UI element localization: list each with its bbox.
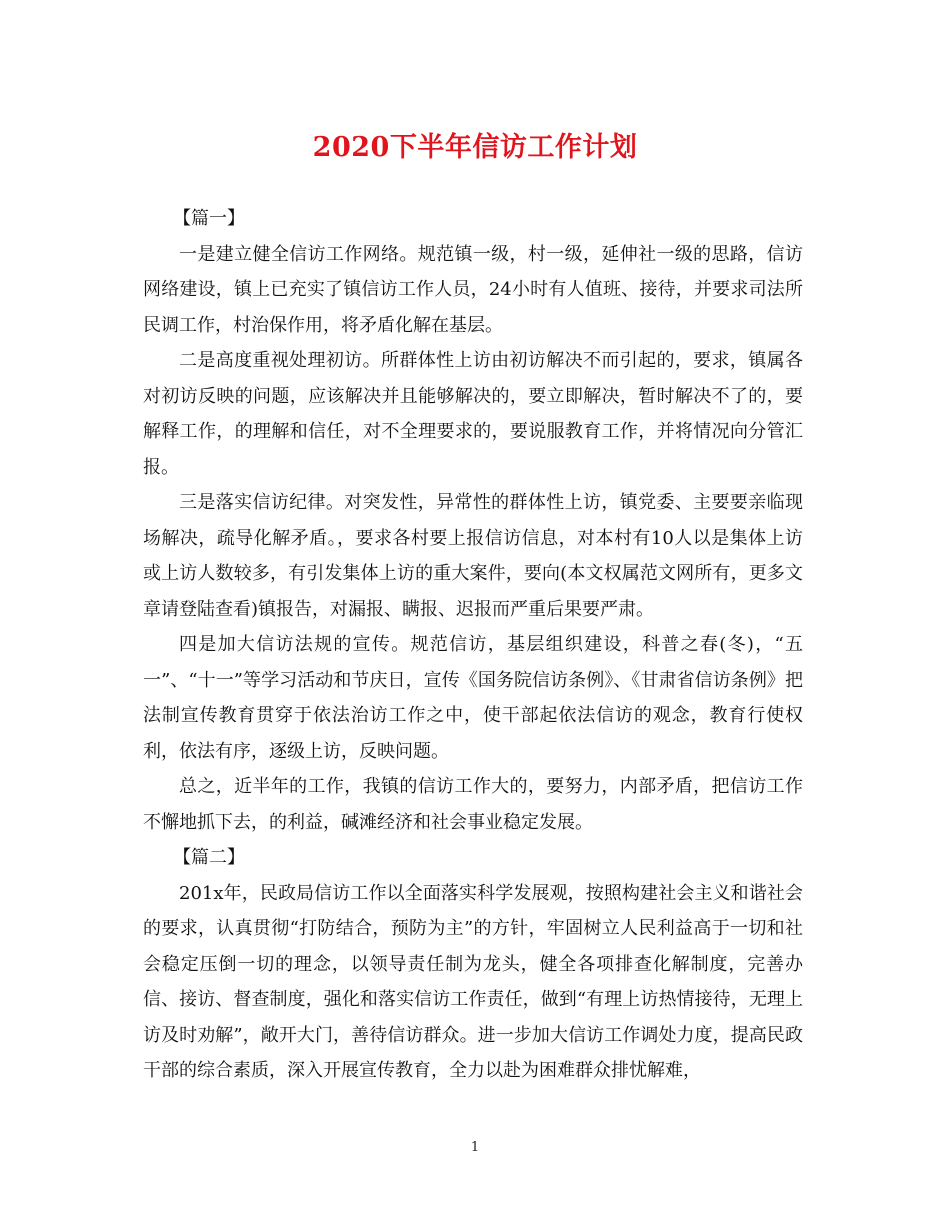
paragraph: 二是高度重视处理初访。所群体性上访由初访解决不而引起的，要求，镇属各对初访反映的问题，应该解决并且能够解决的，要立即解决，暂时解决不了的，要解释工作，的理解和信任，对不全理要求的，要说服教育工作，并将情况向分管汇报。 [143,350,803,478]
document-title: 2020下半年信访工作计划 [312,132,638,163]
document-body [143,201,803,1089]
paragraph: 四是加大信访法规的宣传。规范信访，基层组织建设，科普之春(冬)，“五一”、“十一”等学习活动和节庆日，宣传《国务院信访条例》、《甘肃省信访条例》把法制宣传教育贯穿于依法治访工作之中，使干部起依法信访的观念，教育行使权利，依法有序，逐级上访，反映问题。 [143,634,803,762]
paragraph: 201x年，民政局信访工作以全面落实科学发展观，按照构建社会主义和谐社会的要求，认真贯彻“打防结合，预防为主”的方针，牢固树立人民利益高于一切和社会稳定压倒一切的理念，以领导责任制为龙头，健全各项排查化解制度，完善办信、接访、督查制度，强化和落实信访工作责任，做到“有理上访热情接待，无理上访及时劝解”，敞开大门，善待信访群众。进一步加大信访工作调处力度，提高民政干部的综合素质，深入开展宣传教育，全力以赴为困难群众排忧解难， [143,882,803,1081]
paragraph: 三是落实信访纪律。对突发性，异常性的群体性上访，镇党委、主要要亲临现场解决，疏导化解矛盾。，要求各村要上报信访信息，对本村有10人以是集体上访或上访人数较多，有引发集体上访的重大案件，要向(本文权属范文网所有，更多文章请登陆查看)镇报告，对漏报、瞒报、迟报而严重后果要严肃。 [143,492,803,620]
paragraph: 总之，近半年的工作，我镇的信访工作大的，要努力，内部矛盾，把信访工作不懈地抓下去，的利益，碱滩经济和社会事业稳定发展。 [143,776,803,833]
page-number: 1 [470,1140,480,1155]
section-heading-1: 【篇一】 [173,208,245,229]
paragraph: 一是建立健全信访工作网络。规范镇一级，村一级，延伸社一级的思路，信访网络建设，镇上已充实了镇信访工作人员，24小时有人值班、接待，并要求司法所民调工作，村治保作用，将矛盾化解在基层。 [143,243,803,336]
section-heading-2: 【篇二】 [173,847,245,868]
